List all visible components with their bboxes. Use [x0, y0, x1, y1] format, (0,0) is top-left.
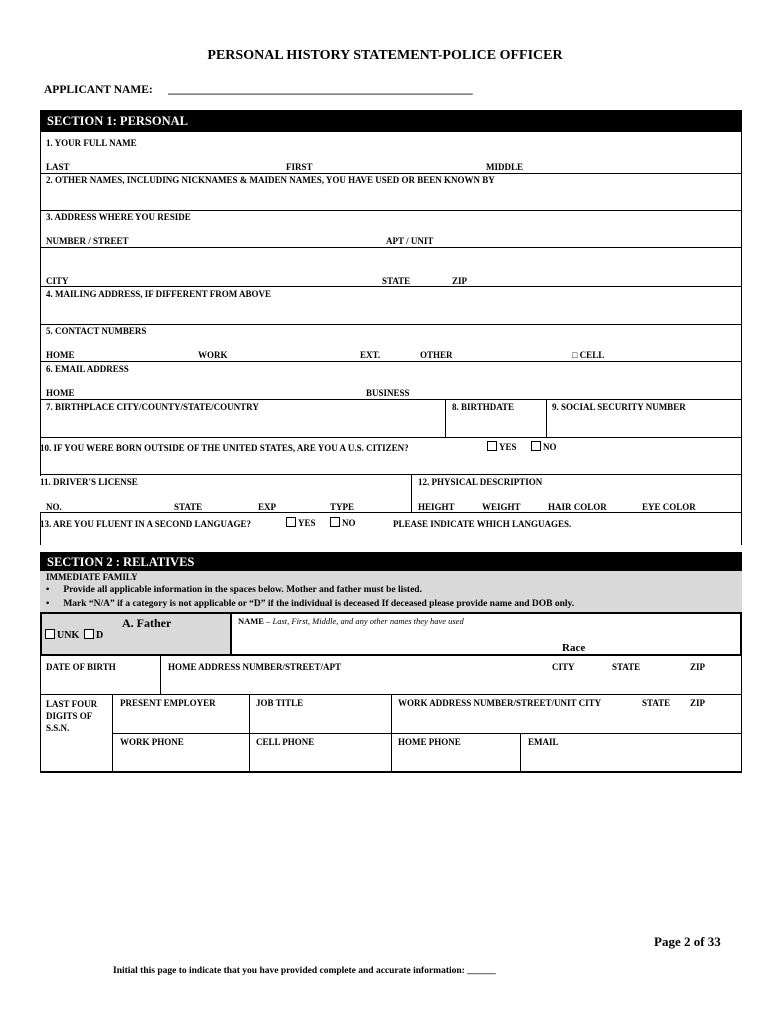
ext-label[interactable]: EXT. [360, 350, 381, 360]
last-name-label[interactable]: LAST [46, 162, 70, 172]
name-field-label: NAME – Last, First, Middle, and any other names they have used [238, 616, 464, 626]
checkbox-icon [286, 517, 296, 527]
initial-statement[interactable]: Initial this page to indicate that you have provided complete and accurate information: ______ [113, 966, 496, 976]
language-no-checkbox[interactable]: NO [330, 517, 356, 528]
employer-label[interactable]: PRESENT EMPLOYER [120, 698, 216, 708]
full-name-label: 1. YOUR FULL NAME [46, 138, 137, 148]
ssn-label[interactable]: 9. SOCIAL SECURITY NUMBER [552, 402, 686, 412]
eye-color-label[interactable]: EYE COLOR [642, 502, 696, 512]
other-names-label[interactable]: 2. OTHER NAMES, INCLUDING NICKNAMES & MAIDEN NAMES, YOU HAVE USED OR BEEN KNOWN BY [46, 175, 495, 185]
section-2-title: SECTION 2 : RELATIVES [47, 555, 195, 569]
checkbox-icon [531, 441, 541, 451]
instruction-bullet-2: • Mark “N/A” if a category is not applicable or “D” if the individual is deceased If deceased please provide name and DOB only. [46, 599, 575, 609]
checkbox-icon [84, 629, 94, 639]
unk-checkbox[interactable]: UNK [45, 629, 79, 641]
deceased-checkbox[interactable]: D [84, 629, 103, 641]
home-state-label[interactable]: STATE [612, 662, 641, 672]
home-phone-label[interactable]: HOME [46, 350, 75, 360]
dob-label[interactable]: DATE OF BIRTH [46, 662, 116, 672]
work-phone-label[interactable]: WORK [198, 350, 228, 360]
business-email-label[interactable]: BUSINESS [366, 388, 410, 398]
citizen-yes-checkbox[interactable]: YES [487, 441, 517, 452]
physical-description-label: 12. PHYSICAL DESCRIPTION [418, 477, 543, 487]
checkbox-icon [487, 441, 497, 451]
instruction-bullet-1: • Provide all applicable information in the spaces below. Mother and father must be listed. [46, 585, 422, 595]
section-1-header [40, 110, 742, 132]
page-number: Page 2 of 33 [654, 934, 721, 949]
language-yes-checkbox[interactable]: YES [286, 517, 316, 528]
home-zip-label[interactable]: ZIP [690, 662, 706, 672]
work-state-label[interactable]: STATE [642, 698, 671, 708]
cell-checkbox[interactable]: □ CELL [572, 350, 605, 360]
weight-label[interactable]: WEIGHT [482, 502, 521, 512]
applicant-name-label: APPLICANT NAME: [44, 84, 153, 96]
work-address-label[interactable]: WORK ADDRESS NUMBER/STREET/UNIT CITY [398, 698, 602, 708]
email-address-label: 6. EMAIL ADDRESS [46, 364, 129, 374]
other-phone-label[interactable]: OTHER [420, 350, 453, 360]
job-title-label[interactable]: JOB TITLE [256, 698, 304, 708]
city-label[interactable]: CITY [46, 276, 69, 286]
ssn-last-four-label[interactable]: LAST FOUR DIGITS OF S.S.N. [46, 699, 98, 733]
birthdate-label[interactable]: 8. BIRTHDATE [452, 402, 515, 412]
applicant-name-field[interactable]: _____________________________________________________ [168, 84, 473, 96]
work-phone-label[interactable]: WORK PHONE [120, 737, 184, 747]
state-label[interactable]: STATE [382, 276, 411, 286]
citizen-no-checkbox[interactable]: NO [531, 441, 557, 452]
zip-label[interactable]: ZIP [452, 276, 468, 286]
cell-phone-label[interactable]: CELL PHONE [256, 737, 315, 747]
race-label[interactable]: Race [562, 642, 586, 654]
page-title: PERSONAL HISTORY STATEMENT-POLICE OFFICER [207, 48, 563, 63]
first-name-label[interactable]: FIRST [286, 162, 313, 172]
home-address-label[interactable]: HOME ADDRESS NUMBER/STREET/APT [168, 662, 342, 672]
us-citizen-question: 10. IF YOU WERE BORN OUTSIDE OF THE UNITED STATES, ARE YOU A U.S. CITIZEN? [40, 443, 409, 453]
number-street-label[interactable]: NUMBER / STREET [46, 236, 129, 246]
residence-address-label: 3. ADDRESS WHERE YOU RESIDE [46, 212, 191, 222]
which-languages-label[interactable]: PLEASE INDICATE WHICH LANGUAGES. [393, 519, 572, 529]
apt-unit-label[interactable]: APT / UNIT [386, 236, 434, 246]
section-2-header [40, 552, 742, 571]
section-1-title: SECTION 1: PERSONAL [47, 114, 188, 128]
mailing-address-label[interactable]: 4. MAILING ADDRESS, IF DIFFERENT FROM ABOVE [46, 289, 272, 299]
license-no-label[interactable]: NO. [46, 502, 62, 512]
email-label[interactable]: EMAIL [528, 737, 559, 747]
father-label: A. Father [122, 616, 172, 630]
license-exp-label[interactable]: EXP [258, 502, 276, 512]
home-phone-label-2[interactable]: HOME PHONE [398, 737, 461, 747]
birthplace-label[interactable]: 7. BIRTHPLACE CITY/COUNTY/STATE/COUNTRY [46, 402, 259, 412]
hair-color-label[interactable]: HAIR COLOR [548, 502, 607, 512]
contact-numbers-label: 5. CONTACT NUMBERS [46, 326, 147, 336]
middle-name-label[interactable]: MIDDLE [486, 162, 524, 172]
checkbox-icon [45, 629, 55, 639]
home-city-label[interactable]: CITY [552, 662, 575, 672]
height-label[interactable]: HEIGHT [418, 502, 455, 512]
drivers-license-label: 11. DRIVER'S LICENSE [40, 477, 138, 487]
checkbox-icon [330, 517, 340, 527]
license-state-label[interactable]: STATE [174, 502, 203, 512]
immediate-family-label: IMMEDIATE FAMILY [46, 572, 138, 582]
second-language-question: 13. ARE YOU FLUENT IN A SECOND LANGUAGE? [40, 519, 252, 529]
license-type-label[interactable]: TYPE [330, 502, 355, 512]
home-email-label[interactable]: HOME [46, 388, 75, 398]
work-zip-label[interactable]: ZIP [690, 698, 706, 708]
